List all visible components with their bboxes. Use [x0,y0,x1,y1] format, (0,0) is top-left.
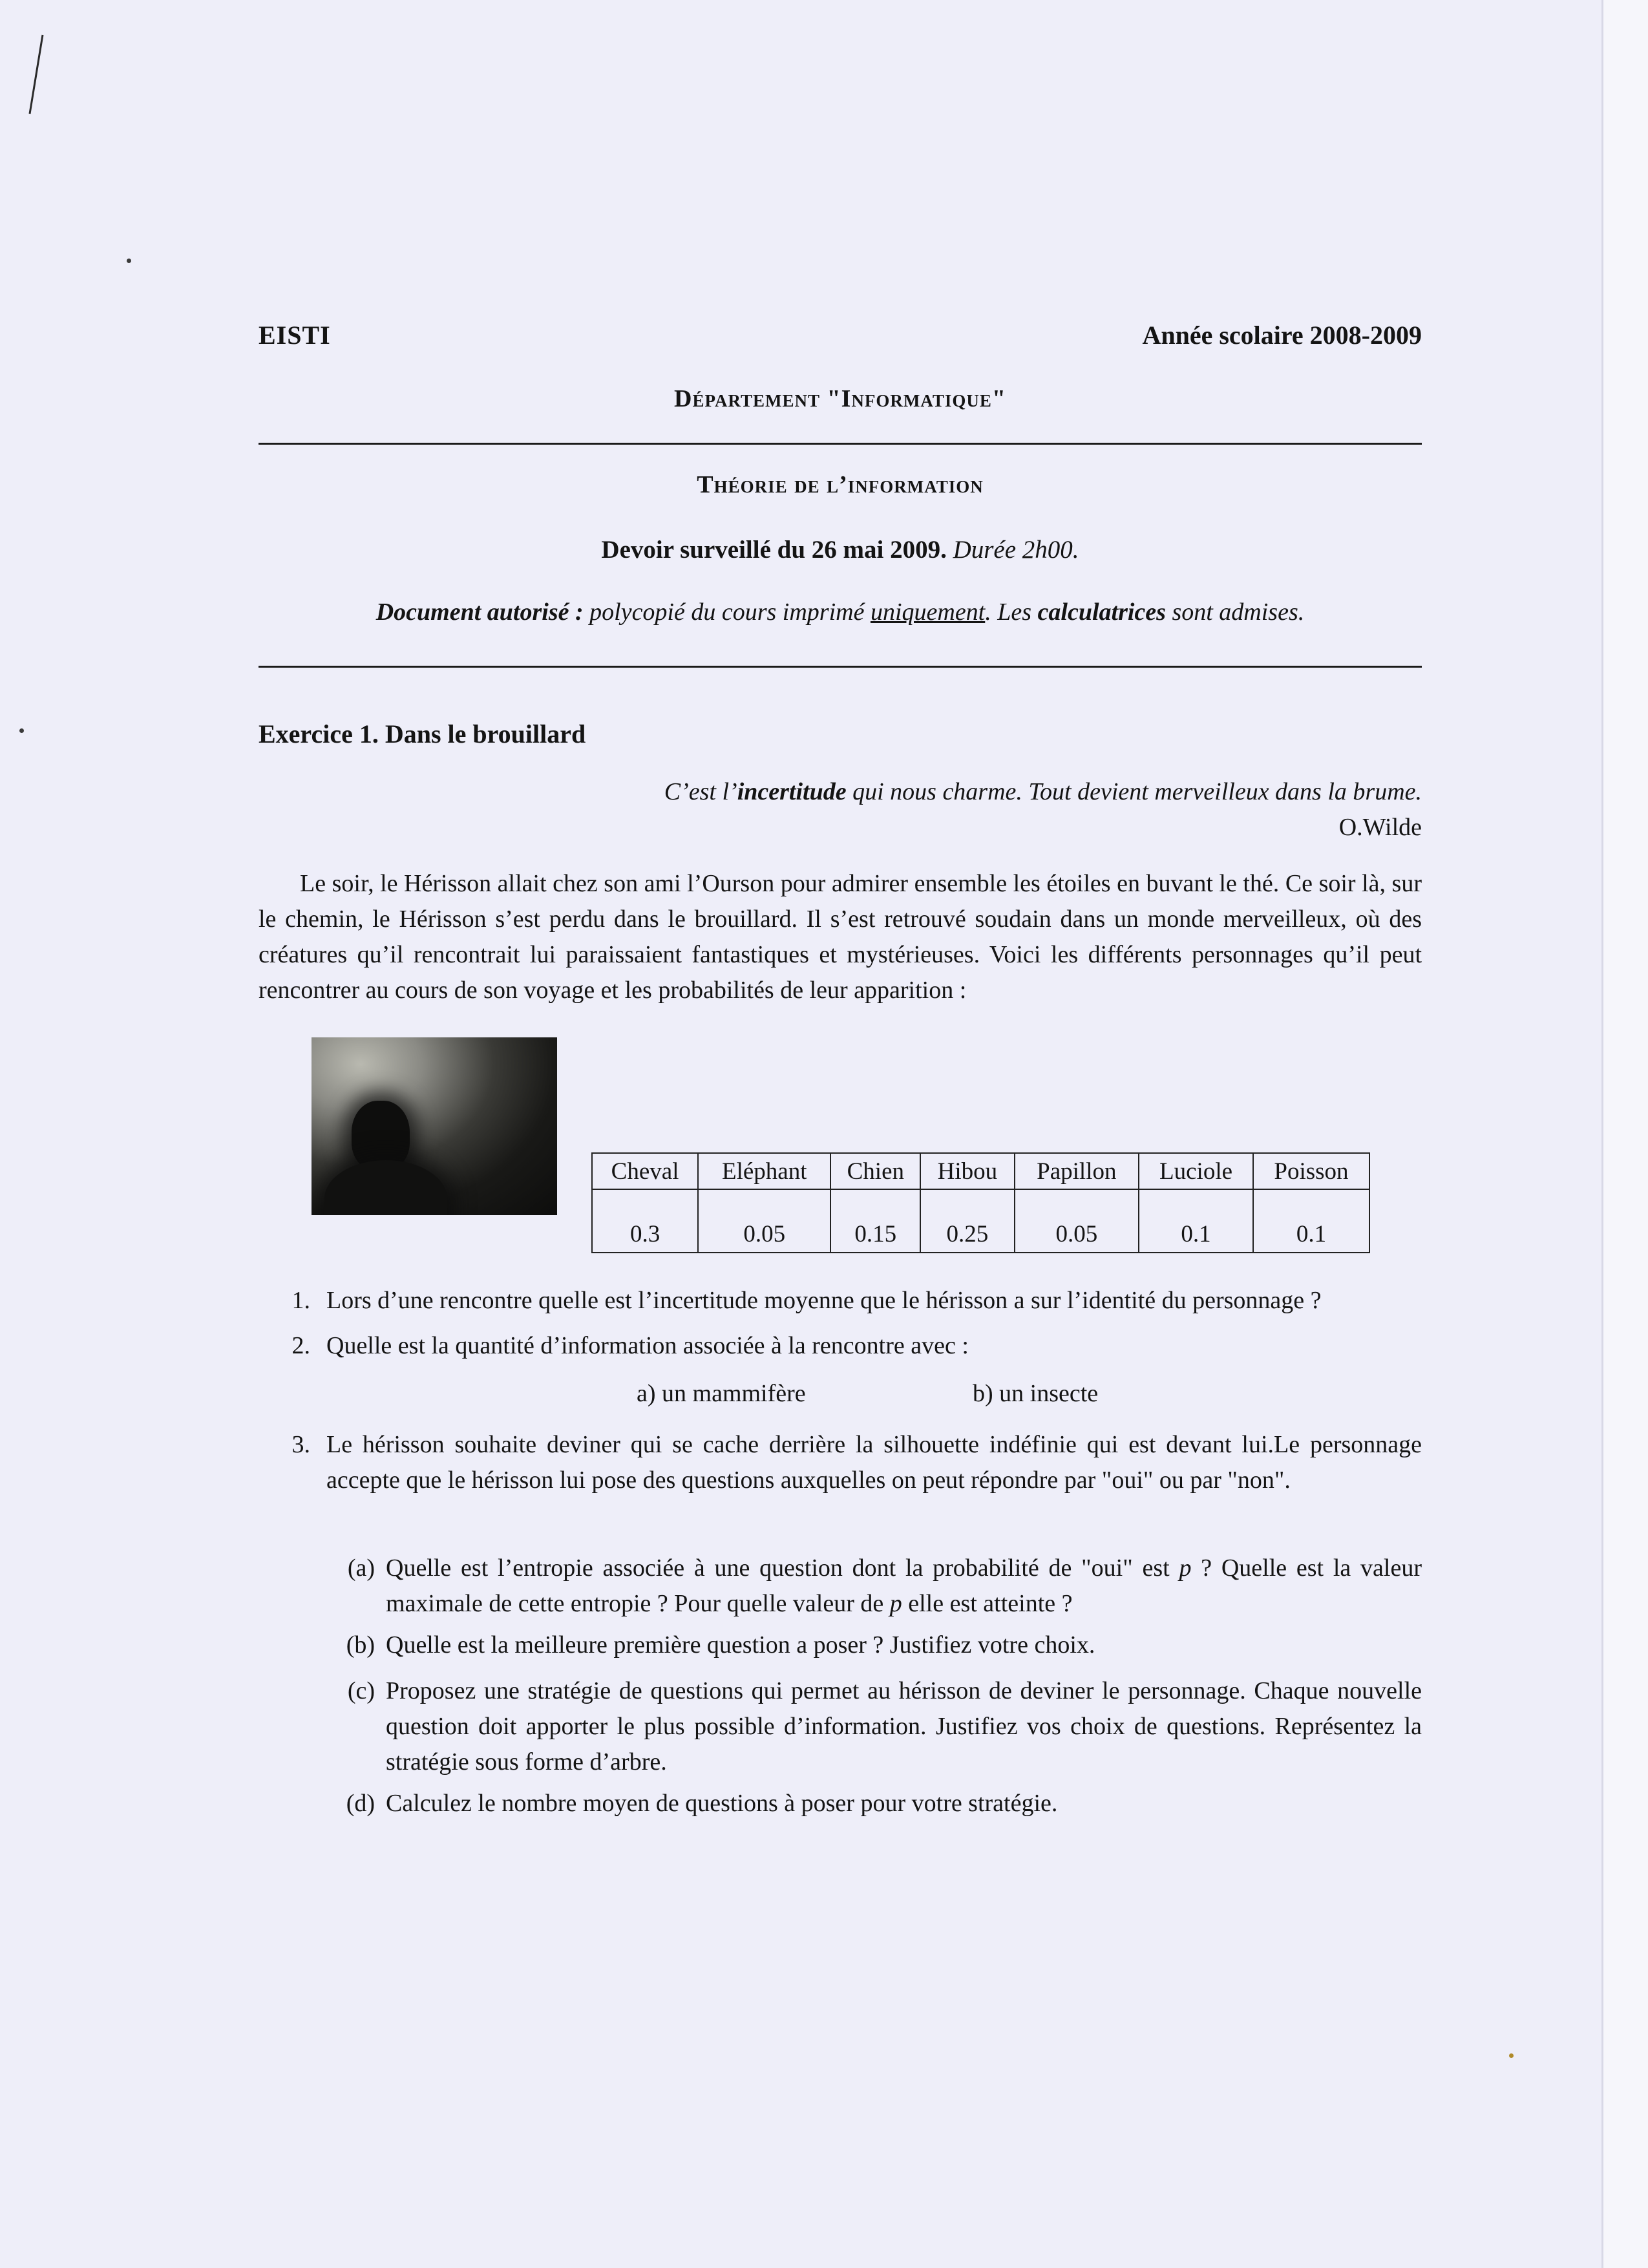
exam-info [259,535,1422,564]
question-3: Le hérisson souhaite deviner qui se cache derrière la silhouette indéfinie qui est devant lui.Le personnage accepte que le hérisson lui pose des questions auxquelles on peut répondre par "oui" ou par "non". [326,1431,1422,1494]
epigraph-author: O.Wilde [1338,814,1422,841]
table-cell: 0.05 [1015,1189,1139,1253]
table-cell: Eléphant [698,1153,830,1189]
table-cell: Luciole [1139,1153,1253,1189]
speck [1509,2053,1514,2058]
speck [19,728,24,733]
table-cell: Chien [830,1153,920,1189]
question-number: 3. [291,1431,310,1458]
table-cell: Poisson [1253,1153,1369,1189]
table-cell: 0.3 [592,1189,698,1253]
subquestion-label: (c) [347,1677,375,1704]
header-rule [259,443,1422,445]
doc-text: . Les [985,599,1032,626]
subquestion-d: Calculez le nombre moyen de questions à poser pour votre stratégie. [386,1790,1058,1817]
variable-p: p [1179,1554,1192,1582]
documents-allowed [259,598,1422,626]
exam-date: Devoir surveillé du 26 mai 2009. [601,536,947,564]
school-year: Année scolaire 2008-2009 [1142,321,1422,350]
question-2: Quelle est la quantité d’information associée à la rencontre avec : [326,1332,969,1359]
pencil-mark-icon [26,32,45,116]
exercise-title: Exercice 1. Dans le brouillard [259,719,586,748]
question-number: 1. [291,1287,310,1314]
table-cell: 0.1 [1139,1189,1253,1253]
subquestion-c: Proposez une stratégie de questions qui permet au hérisson de deviner le personnage. Chaque nouvelle question doit apporter le plus possible d’information. Justifiez vos choix de questions. Représentez la stratégie sous forme d’arbre. [386,1677,1422,1775]
table-row-probabilities [592,1189,1369,1253]
table-cell: 0.15 [830,1189,920,1253]
table-cell: 0.1 [1253,1189,1369,1253]
option-insect: b) un insecte [973,1380,1099,1407]
option-mammal: a) un mammifère [637,1380,806,1407]
quote-text: qui nous charme. Tout devient merveilleux dans la brume. [846,778,1422,805]
table-cell: Cheval [592,1153,698,1189]
question-number: 2. [291,1332,310,1359]
subquestion-label: (b) [346,1631,375,1659]
speck [127,259,131,263]
table-cell: Papillon [1015,1153,1139,1189]
intro-paragraph: Le soir, le Hérisson allait chez son ami l’Ourson pour admirer ensemble les étoiles en buvant le thé. Ce soir là, sur le chemin, le Hérisson s’est perdu dans le brouillard. Il s’est retrouvé soudain dans un monde merveilleux, où des créatures qu’il rencontrait lui paraissaient fantastiques et mystérieuses. Voici les différents personnages qu’il peut rencontrer au cours de son voyage et les probabilités de leur apparition : [259,870,1422,1004]
doc-underlined: uniquement [870,599,986,626]
course-title: Théorie de l’information [697,471,984,498]
page-edge [1601,0,1648,2268]
subquestion-label: (d) [346,1790,375,1817]
question-1: Lors d’une rencontre quelle est l’incertitude moyenne que le hérisson a sur l’identité du personnage ? [326,1287,1322,1314]
variable-p: p [889,1590,902,1617]
subquestion-text: Quelle est l’entropie associée à une question dont la probabilité de "oui" est [386,1554,1179,1582]
doc-label: Document autorisé : [375,599,584,626]
table-row-names [592,1153,1369,1189]
exam-duration: Durée 2h00. [953,536,1079,564]
subquestion-text: elle est atteinte ? [902,1590,1073,1617]
table-cell: Hibou [920,1153,1014,1189]
subquestion-a [386,1551,1422,1622]
probability-table [591,1152,1370,1253]
subquestion-label: (a) [347,1554,375,1582]
doc-text: sont admises. [1172,599,1305,626]
fog-silhouette-photo [312,1037,557,1215]
doc-calculators: calculatrices [1037,599,1166,626]
epigraph [646,778,1422,806]
header-rule-bottom [259,666,1422,668]
table-cell: 0.25 [920,1189,1014,1253]
silhouette-body [324,1160,447,1215]
quote-text: C’est l’ [664,778,737,805]
quote-emphasis: incertitude [737,778,847,805]
school-name: EISTI [259,321,331,350]
doc-text: polycopié du cours imprimé [589,599,865,626]
department-title: Département "Informatique" [674,385,1006,412]
subquestion-b: Quelle est la meilleure première question a poser ? Justifiez votre choix. [386,1631,1095,1659]
table-cell: 0.05 [698,1189,830,1253]
subquestion-text: ? Quelle est la valeur maximale de cette entropie ? Pour quelle valeur de [386,1554,1422,1617]
